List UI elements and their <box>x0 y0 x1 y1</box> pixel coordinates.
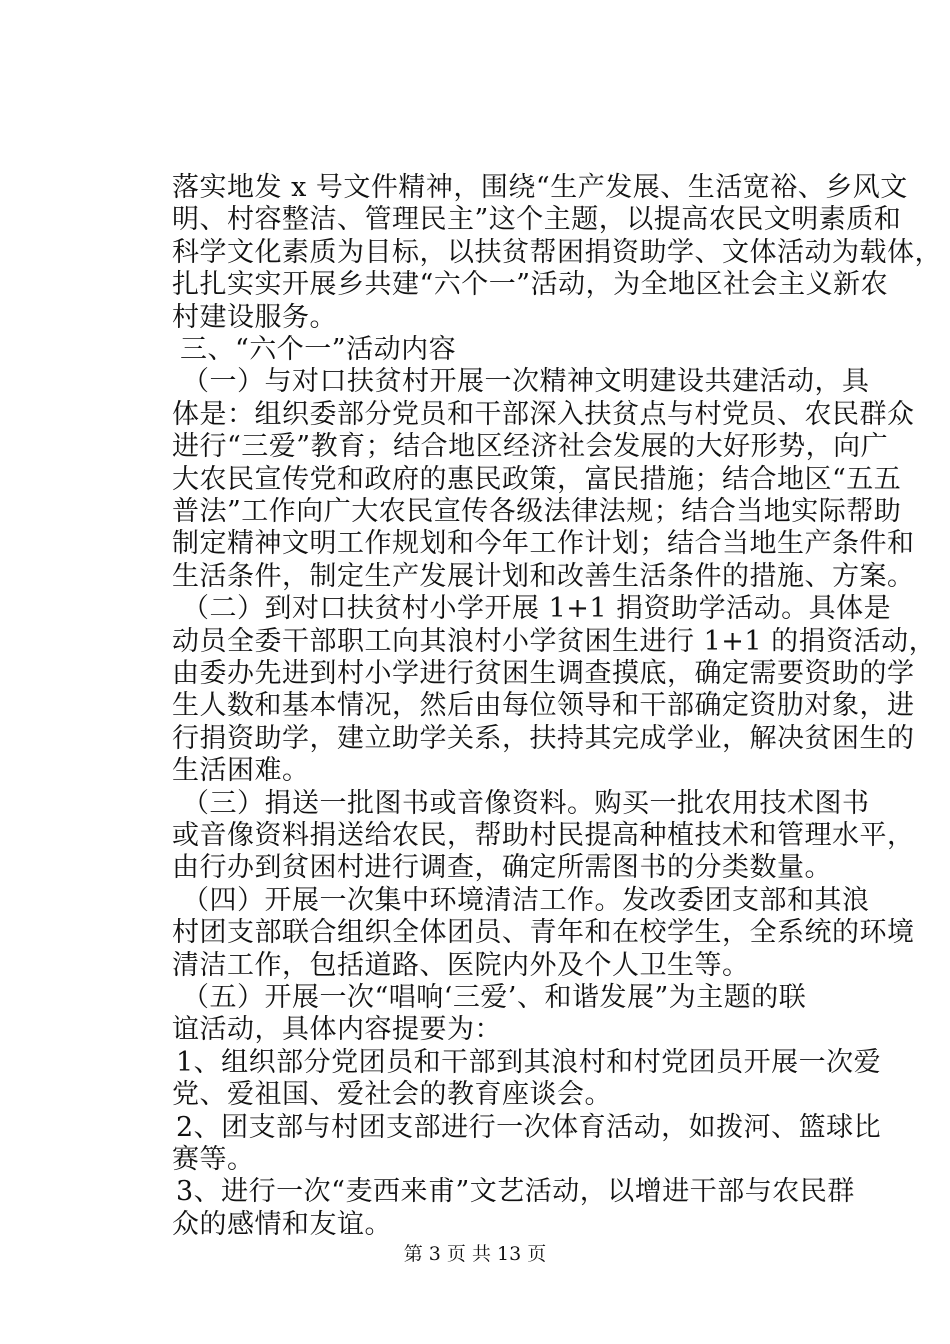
text-line: 明、村容整洁、管理民主”这个主题，以提高农民文明素质和 <box>172 204 902 236</box>
text-line: 大农民宣传党和政府的惠民政策，富民措施；结合地区“五五 <box>172 463 902 495</box>
text-line: 普法”工作向广大农民宣传各级法律法规；结合当地实际帮助 <box>172 496 902 527</box>
text-line: 村团支部联合组织全体团员、青年和在校学生，全系统的环境 <box>172 917 915 949</box>
text-line: 生活困难。 <box>172 755 310 787</box>
text-line: 2、团支部与村团支部进行一次体育活动，如拨河、篮球比 <box>176 1111 882 1143</box>
section-heading: 三、“六个一”活动内容 <box>180 334 457 365</box>
text-line: （三）捐送一批图书或音像资料。购买一批农用技术图书 <box>182 787 870 819</box>
text-line: 进行“三爱”教育；结合地区经济社会发展的大好形势，向广 <box>172 431 889 463</box>
text-line: 谊活动，具体内容提要为： <box>172 1014 502 1046</box>
text-line: 众的感情和友谊。 <box>172 1208 392 1240</box>
text-line: 清洁工作，包括道路、医院内外及个人卫生等。 <box>172 949 750 981</box>
text-line: 村建设服务。 <box>172 301 337 333</box>
text-line: 落实地发 x 号文件精神，围绕“生产发展、生活宽裕、乡风文 <box>172 172 908 203</box>
text-line: 或音像资料捐送给农民，帮助村民提高种植技术和管理水平， <box>172 820 915 851</box>
text-line: 制定精神文明工作规划和今年工作计划；结合当地生产条件和 <box>172 528 915 560</box>
text-line: 扎扎实实开展乡共建“六个一”活动，为全地区社会主义新农 <box>172 269 889 301</box>
text-line: 行捐资助学，建立助学关系，扶持其完成学业，解决贫困生的 <box>172 722 915 754</box>
text-line: 生活条件，制定生产发展计划和改善生活条件的措施、方案。 <box>172 560 915 592</box>
page-footer <box>0 1242 950 1266</box>
text-line: 生人数和基本情况，然后由每位领导和干部确定资肋对象，进 <box>172 690 915 722</box>
text-line: 由委办先进到村小学进行贫困生调查摸底，确定需要资助的学 <box>172 658 915 689</box>
text-line: 由行办到贫困村进行调查，确定所需图书的分类数量。 <box>172 852 832 884</box>
text-line: 动员全委干部职工向其浪村小学贫困生进行 1+1 的捐资活动， <box>172 625 937 657</box>
text-line: （五）开展一次“唱响‘三爱’、和谐发展”为主题的联 <box>182 982 807 1013</box>
text-line: （四）开展一次集中环境清洁工作。发改委团支部和其浪 <box>182 884 870 916</box>
text-line: 1、组织部分党团员和干部到其浪村和村党团员开展一次爱 <box>176 1046 882 1078</box>
text-line: （一）与对口扶贫村开展一次精神文明建设共建活动，具 <box>182 366 870 398</box>
text-line: 3、进行一次“麦西来甫”文艺活动，以增进干部与农民群 <box>176 1176 855 1208</box>
text-line: 党、爱祖国、爱社会的教育座谈会。 <box>172 1079 612 1111</box>
page-number: 第 3 页 共 13 页 <box>403 1243 547 1265</box>
text-line: 赛等。 <box>172 1144 255 1175</box>
text-line: （二）到对口扶贫村小学开展 1+1 捐资助学活动。具体是 <box>182 593 892 625</box>
text-line: 科学文化素质为目标，以扶贫帮困捐资助学、文体活动为载体， <box>172 236 942 268</box>
text-line: 体是：组织委部分党员和干部深入扶贫点与村党员、农民群众 <box>172 398 915 430</box>
